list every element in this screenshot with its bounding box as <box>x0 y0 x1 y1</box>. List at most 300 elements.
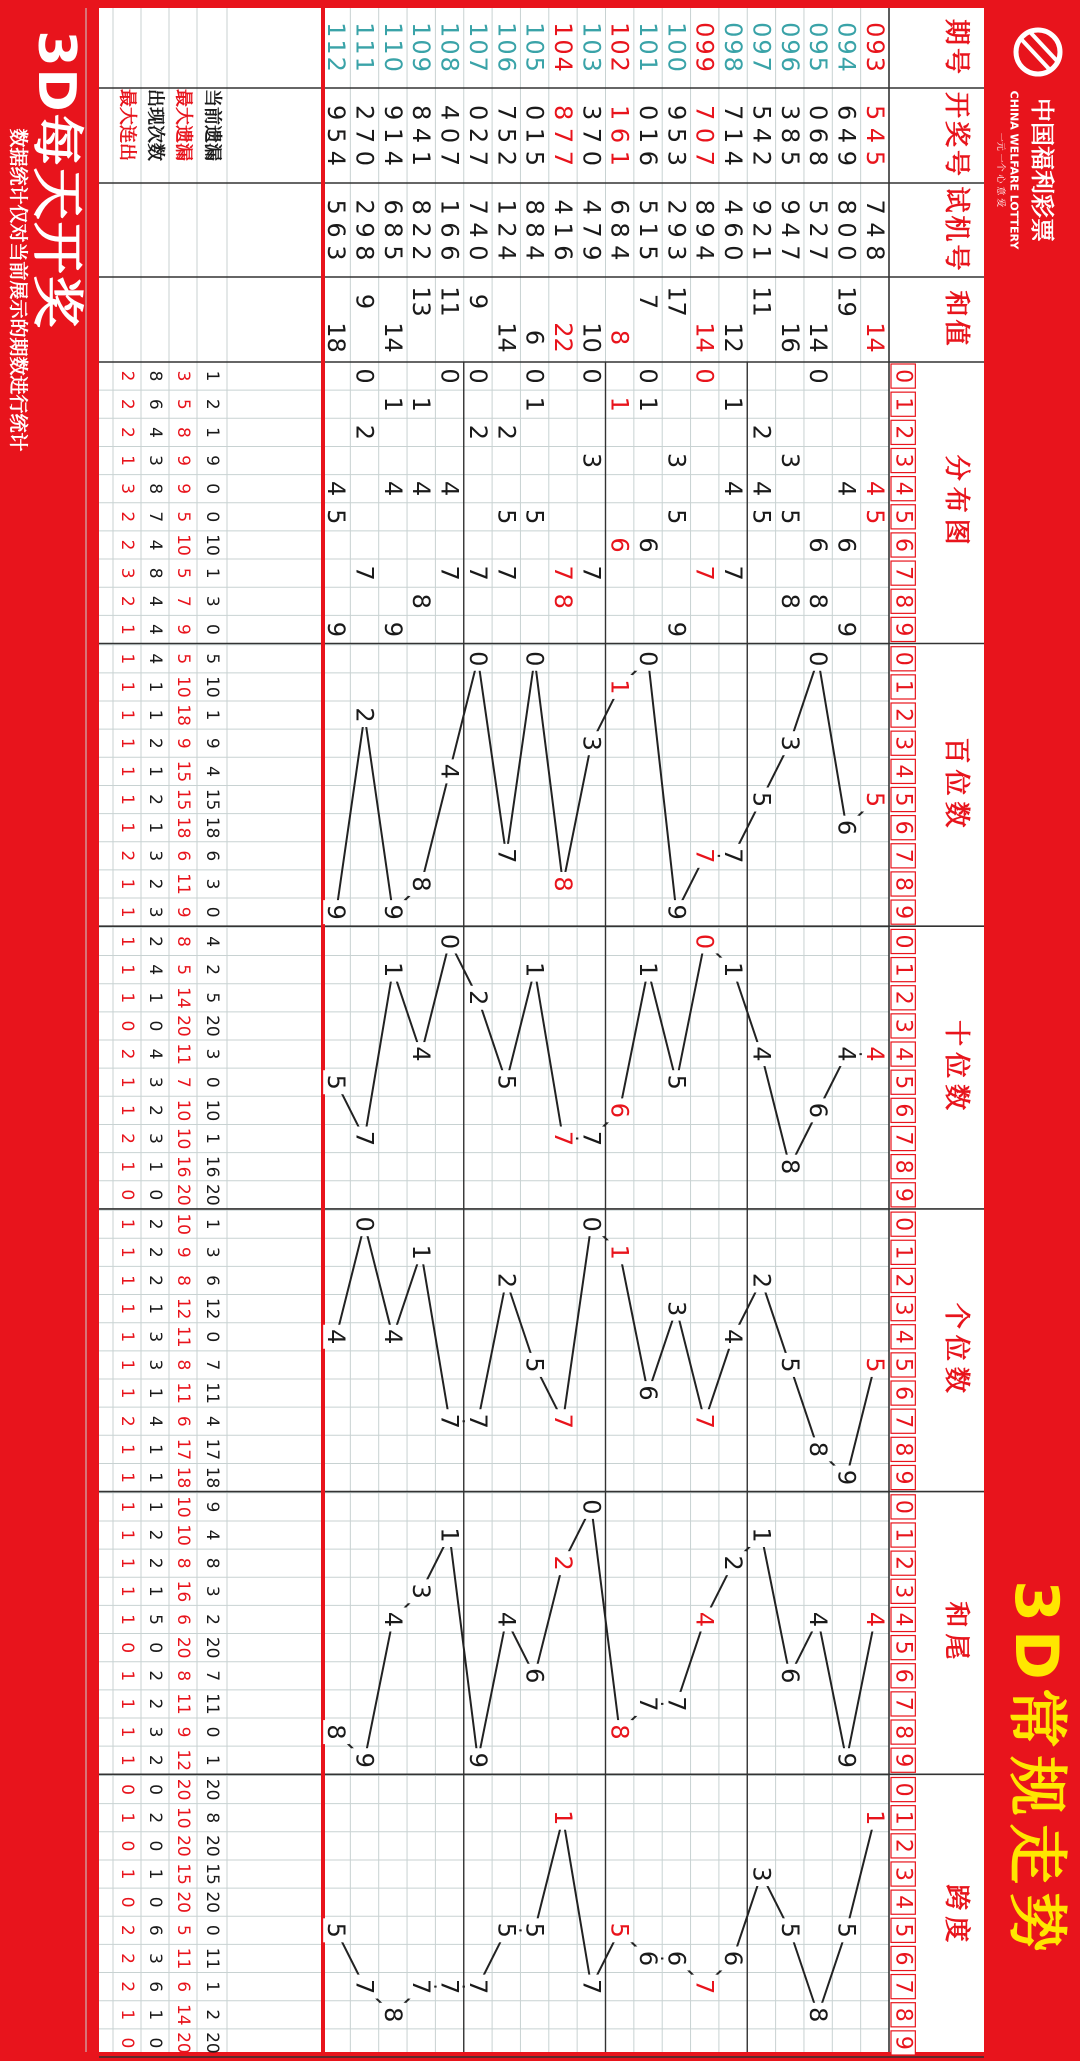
stats-value: 11 <box>202 1947 222 1970</box>
stats-value: 6 <box>202 1275 222 1286</box>
stats-value: 1 <box>117 1557 137 1569</box>
stats-value: 8 <box>202 1812 222 1824</box>
row-trial: 8 8 4 <box>520 199 549 261</box>
dist-mark: 0 <box>634 368 663 384</box>
stats-value: 0 <box>145 1840 165 1852</box>
dist-mark: 9 <box>378 621 407 638</box>
dist-mark: 6 <box>804 537 833 553</box>
row-issue: 104 <box>548 22 577 74</box>
stats-value: 1 <box>202 1218 222 1230</box>
row-sum: 14 <box>860 322 889 353</box>
row-issue: 097 <box>747 22 776 74</box>
digit-header-sum_tail-9: 9 <box>890 1753 916 1768</box>
digit-header-hundreds-4: 4 <box>890 764 916 779</box>
stats-value: 2 <box>202 1614 222 1625</box>
header-dist: 分布图 <box>941 454 971 551</box>
dist-mark: 3 <box>662 452 691 469</box>
dist-mark: 2 <box>350 424 379 441</box>
dist-mark: 3 <box>577 452 606 469</box>
stats-value: 1 <box>117 1529 137 1541</box>
digit-header-dist-8: 8 <box>890 594 916 609</box>
row-issue: 093 <box>860 22 889 74</box>
row-issue: 096 <box>775 22 804 74</box>
row-draw: 7 5 2 <box>492 104 521 167</box>
stats-value: 20 <box>173 1835 193 1857</box>
stats-value: 14 <box>173 2003 193 2026</box>
trend-point-units: 7 <box>463 1413 492 1429</box>
dist-mark: 7 <box>577 565 606 581</box>
stats-value: 2 <box>145 1104 165 1116</box>
dist-mark: 5 <box>662 509 691 525</box>
digit-header-span-1: 1 <box>890 1810 916 1825</box>
trend-point-tens: 5 <box>492 1074 521 1090</box>
row-draw: 0 1 6 <box>634 104 663 167</box>
dist-mark: 8 <box>407 593 436 609</box>
stats-value: 6 <box>145 398 165 410</box>
stats-value: 0 <box>145 1896 165 1908</box>
stats-value: 10 <box>173 1496 193 1518</box>
trend-point-hundreds: 9 <box>322 904 351 920</box>
stats-value: 10 <box>202 1099 222 1122</box>
trend-point-units: 4 <box>322 1329 351 1345</box>
stats-label: 出现次数 <box>144 89 166 161</box>
stats-value: 8 <box>173 1670 193 1682</box>
trend-point-hundreds: 5 <box>860 791 889 808</box>
trend-point-units: 0 <box>577 1216 606 1232</box>
stats-value: 6 <box>173 1981 193 1993</box>
row-sum: 9 <box>463 293 492 310</box>
stats-value: 3 <box>202 595 222 607</box>
stats-value: 1 <box>117 1303 137 1315</box>
stats-value: 2 <box>145 878 165 890</box>
stats-value: 2 <box>145 1557 165 1569</box>
stats-value: 4 <box>145 653 165 665</box>
stats-value: 8 <box>173 1275 193 1286</box>
digit-header-dist-1: 1 <box>890 397 916 412</box>
stats-value: 11 <box>173 1382 193 1404</box>
row-trial: 4 7 9 <box>577 199 606 261</box>
stats-value: 1 <box>117 1076 137 1088</box>
stats-value: 20 <box>202 1835 222 1857</box>
stats-value: 4 <box>202 936 222 947</box>
stats-value: 2 <box>117 426 137 438</box>
stats-label: 当前遗漏 <box>201 89 223 161</box>
trend-point-tens: 0 <box>690 933 719 950</box>
digit-header-units-2: 2 <box>890 1273 916 1288</box>
dist-mark: 4 <box>322 481 351 497</box>
stats-value: 0 <box>202 624 222 635</box>
stats-value: 15 <box>173 760 193 783</box>
row-sum: 7 <box>634 293 663 310</box>
trend-point-sum_tail: 1 <box>747 1527 776 1543</box>
row-draw: 0 1 5 <box>520 104 549 167</box>
stats-value: 1 <box>117 1359 137 1371</box>
digit-header-sum_tail-8: 8 <box>890 1725 916 1740</box>
digit-header-tens-2: 2 <box>890 990 916 1005</box>
stats-value: 3 <box>117 483 137 495</box>
stats-value: 4 <box>145 964 165 976</box>
stats-value: 1 <box>145 992 165 1004</box>
stats-value: 1 <box>145 681 165 693</box>
stats-value: 20 <box>202 1015 222 1037</box>
stats-value: 11 <box>173 873 193 895</box>
trend-point-units: 4 <box>719 1329 748 1345</box>
stats-value: 3 <box>145 906 165 918</box>
digit-header-hundreds-8: 8 <box>890 876 916 891</box>
trend-point-span: 5 <box>775 1922 804 1938</box>
trend-point-sum_tail: 9 <box>350 1752 379 1768</box>
dist-mark: 1 <box>407 396 436 412</box>
row-sum: 12 <box>719 322 748 353</box>
stats-value: 9 <box>202 737 222 749</box>
row-trial: 1 6 6 <box>435 199 464 261</box>
dist-mark: 5 <box>775 509 804 525</box>
row-draw: 4 0 7 <box>435 104 464 167</box>
stats-value: 10 <box>173 1099 193 1122</box>
trend-point-sum_tail: 4 <box>804 1611 833 1628</box>
row-draw: 8 7 7 <box>548 104 577 167</box>
row-draw: 6 4 9 <box>832 104 861 167</box>
stats-value: 5 <box>173 567 193 579</box>
trend-point-span: 7 <box>577 1978 606 1995</box>
row-draw: 0 2 7 <box>463 104 492 167</box>
digit-header-dist-4: 4 <box>890 481 916 496</box>
stats-value: 1 <box>145 1443 165 1455</box>
stats-value: 1 <box>202 1133 222 1144</box>
row-issue: 109 <box>407 22 436 74</box>
trend-point-span: 1 <box>548 1810 577 1826</box>
trend-point-hundreds: 9 <box>378 904 407 920</box>
stats-value: 1 <box>117 1754 137 1766</box>
digit-header-units-9: 9 <box>890 1470 916 1485</box>
row-draw: 9 1 4 <box>378 104 407 167</box>
dist-mark: 5 <box>860 509 889 525</box>
row-trial: 6 8 5 <box>378 199 407 261</box>
stats-value: 3 <box>145 1331 165 1343</box>
row-trial: 7 4 0 <box>463 199 492 261</box>
stats-value: 1 <box>117 624 137 635</box>
stats-value: 0 <box>145 1784 165 1795</box>
dist-mark: 0 <box>350 368 379 384</box>
trend-point-tens: 1 <box>378 961 407 978</box>
stats-value: 3 <box>202 1048 222 1060</box>
stats-value: 9 <box>173 455 193 466</box>
dist-mark: 4 <box>378 481 407 497</box>
brand-logo-icon <box>1016 30 1060 74</box>
trend-point-span: 6 <box>634 1950 663 1967</box>
stats-value: 2 <box>117 595 137 607</box>
stats-value: 2 <box>117 370 137 382</box>
trend-point-tens: 5 <box>322 1074 351 1090</box>
stats-value: 7 <box>173 1076 193 1088</box>
stats-value: 0 <box>202 1331 222 1343</box>
stats-value: 0 <box>117 2037 137 2049</box>
trend-point-sum_tail: 2 <box>548 1555 577 1571</box>
stats-value: 1 <box>145 1585 165 1597</box>
trend-point-sum_tail: 6 <box>775 1668 804 1684</box>
trend-point-hundreds: 4 <box>435 763 464 780</box>
stats-value: 1 <box>145 1472 165 1483</box>
stats-value: 1 <box>117 765 137 777</box>
trend-point-units: 2 <box>492 1272 521 1289</box>
trend-point-sum_tail: 2 <box>719 1555 748 1571</box>
stats-value: 9 <box>173 737 193 749</box>
digit-header-units-8: 8 <box>890 1442 916 1457</box>
stats-value: 18 <box>202 816 222 839</box>
stats-value: 15 <box>202 788 222 811</box>
digit-header-span-9: 9 <box>890 2035 916 2050</box>
row-sum: 6 <box>520 329 549 346</box>
stats-value: 18 <box>202 1466 222 1489</box>
dist-mark: 0 <box>520 368 549 384</box>
stats-value: 12 <box>173 1297 193 1320</box>
stats-value: 2 <box>145 936 165 947</box>
trend-point-units: 4 <box>378 1329 407 1345</box>
row-issue: 107 <box>463 22 492 74</box>
trend-point-units: 5 <box>775 1357 804 1373</box>
stats-value: 6 <box>173 850 193 862</box>
row-issue: 103 <box>577 22 606 74</box>
stats-value: 10 <box>173 534 193 556</box>
trend-point-sum_tail: 9 <box>463 1752 492 1768</box>
stats-value: 1 <box>117 455 137 466</box>
dist-mark: 4 <box>719 481 748 497</box>
stats-value: 2 <box>145 1275 165 1286</box>
stats-value: 1 <box>202 370 222 382</box>
trend-point-span: 5 <box>520 1922 549 1938</box>
row-trial: 1 2 4 <box>492 199 521 261</box>
stats-value: 2 <box>145 794 165 805</box>
dist-mark: 7 <box>548 565 577 581</box>
row-issue: 098 <box>719 22 748 74</box>
row-draw: 5 4 2 <box>747 104 776 167</box>
stats-value: 1 <box>202 426 222 438</box>
row-issue: 099 <box>690 22 719 74</box>
stats-value: 20 <box>173 2032 193 2054</box>
digit-header-units-5: 5 <box>890 1357 916 1372</box>
digit-header-sum_tail-3: 3 <box>890 1584 916 1599</box>
digit-header-tens-0: 0 <box>890 934 916 949</box>
row-draw: 9 5 4 <box>322 104 351 167</box>
stats-value: 20 <box>202 1184 222 1206</box>
stats-value: 2 <box>145 1218 165 1230</box>
dist-mark: 0 <box>463 368 492 384</box>
row-sum: 22 <box>548 322 577 353</box>
stats-value: 2 <box>117 1133 137 1144</box>
stats-value: 2 <box>145 1529 165 1541</box>
row-trial: 9 4 7 <box>775 199 804 261</box>
trend-point-hundreds: 5 <box>747 791 776 808</box>
row-trial: 7 4 8 <box>860 199 889 261</box>
stats-value: 12 <box>202 1297 222 1320</box>
trend-point-sum_tail: 8 <box>605 1724 634 1740</box>
stats-value: 3 <box>145 850 165 862</box>
stats-value: 17 <box>202 1438 222 1461</box>
dist-mark: 2 <box>747 424 776 441</box>
stats-value: 2 <box>117 1048 137 1060</box>
dist-mark: 7 <box>435 565 464 581</box>
stats-value: 1 <box>145 822 165 834</box>
stats-value: 0 <box>145 1642 165 1654</box>
stats-value: 10 <box>173 676 193 698</box>
trend-point-sum_tail: 3 <box>407 1583 436 1599</box>
stats-value: 11 <box>173 1325 193 1348</box>
stats-value: 6 <box>173 1614 193 1625</box>
trend-point-tens: 1 <box>719 961 748 978</box>
stats-value: 2 <box>117 398 137 410</box>
row-sum: 8 <box>605 329 634 346</box>
stats-value: 3 <box>117 567 137 579</box>
dist-mark: 6 <box>634 537 663 553</box>
dist-mark: 2 <box>492 424 521 441</box>
digit-header-hundreds-1: 1 <box>890 679 916 694</box>
row-trial: 8 9 4 <box>690 199 719 261</box>
trend-point-tens: 4 <box>860 1046 889 1062</box>
stats-value: 5 <box>202 992 222 1004</box>
trend-point-sum_tail: 9 <box>832 1752 861 1768</box>
stats-value: 2 <box>145 737 165 749</box>
digit-header-tens-4: 4 <box>890 1047 916 1062</box>
stats-value: 2 <box>117 850 137 862</box>
row-issue: 095 <box>804 22 833 74</box>
footer-title: 3D每天开奖 <box>26 30 86 330</box>
stats-value: 1 <box>117 1670 137 1682</box>
row-sum: 11 <box>435 286 464 317</box>
stats-value: 11 <box>173 1043 193 1065</box>
dist-mark: 1 <box>634 396 663 412</box>
stats-value: 1 <box>117 653 137 665</box>
stats-value: 8 <box>173 1557 193 1569</box>
row-sum: 10 <box>577 322 606 353</box>
digit-header-units-7: 7 <box>890 1414 916 1429</box>
stats-value: 2 <box>145 1812 165 1824</box>
brand-slogan: 一元 一个 心 意 爱 <box>995 132 1005 208</box>
stats-value: 4 <box>202 1415 222 1427</box>
stats-value: 7 <box>202 1359 222 1371</box>
trend-point-span: 5 <box>832 1922 861 1938</box>
stats-value: 10 <box>173 1524 193 1546</box>
stats-value: 9 <box>202 455 222 466</box>
trend-point-units: 3 <box>662 1300 691 1317</box>
digit-header-hundreds-3: 3 <box>890 736 916 751</box>
stats-value: 3 <box>145 455 165 466</box>
trend-point-sum_tail: 4 <box>378 1611 407 1628</box>
stats-value: 20 <box>202 1891 222 1913</box>
stats-value: 5 <box>145 1614 165 1625</box>
row-issue: 108 <box>435 22 464 74</box>
trend-point-tens: 4 <box>747 1046 776 1062</box>
stats-value: 1 <box>117 1161 137 1173</box>
header-trial: 试机号 <box>941 186 971 274</box>
digit-header-tens-1: 1 <box>890 962 916 977</box>
trend-point-units: 9 <box>832 1469 861 1486</box>
dist-mark: 0 <box>690 368 719 384</box>
digit-header-sum_tail-4: 4 <box>890 1612 916 1627</box>
dist-mark: 1 <box>719 396 748 412</box>
dist-mark: 7 <box>690 565 719 581</box>
stats-value: 1 <box>117 1218 137 1230</box>
stats-value: 18 <box>173 1466 193 1489</box>
stats-value: 0 <box>145 2037 165 2049</box>
trend-point-hundreds: 6 <box>832 820 861 836</box>
trend-point-units: 7 <box>548 1413 577 1429</box>
trend-point-tens: 2 <box>463 990 492 1006</box>
stats-value: 1 <box>117 936 137 947</box>
trend-point-tens: 7 <box>548 1130 577 1147</box>
stats-value: 1 <box>145 2009 165 2021</box>
digit-header-units-1: 1 <box>890 1245 916 1260</box>
digit-header-hundreds-5: 5 <box>890 792 916 807</box>
trend-point-sum_tail: 7 <box>634 1696 663 1712</box>
footer-note: 数据统计仅对当前展示的期数进行统计 <box>7 128 29 452</box>
stats-value: 2 <box>117 1953 137 1964</box>
trend-point-hundreds: 0 <box>634 651 663 667</box>
dist-mark: 4 <box>832 481 861 497</box>
stats-value: 20 <box>173 1184 193 1206</box>
stats-value: 4 <box>202 765 222 777</box>
trend-point-hundreds: 1 <box>605 679 634 695</box>
row-issue: 112 <box>322 22 351 74</box>
trend-point-units: 5 <box>520 1357 549 1373</box>
dist-mark: 7 <box>350 565 379 581</box>
digit-header-dist-6: 6 <box>890 537 916 552</box>
dist-mark: 9 <box>322 621 351 638</box>
stats-value: 4 <box>145 426 165 438</box>
digit-header-sum_tail-2: 2 <box>890 1556 916 1571</box>
dist-mark: 7 <box>463 565 492 581</box>
stats-value: 9 <box>173 483 193 495</box>
stats-value: 4 <box>145 1048 165 1060</box>
stats-value: 2 <box>145 1698 165 1710</box>
stats-value: 3 <box>202 878 222 890</box>
digit-header-span-4: 4 <box>890 1895 916 1910</box>
stats-value: 3 <box>202 1585 222 1597</box>
trend-point-sum_tail: 0 <box>577 1499 606 1515</box>
stats-value: 3 <box>173 370 193 382</box>
header-sum: 和值 <box>941 290 971 349</box>
stats-value: 1 <box>117 1472 137 1483</box>
trend-point-sum_tail: 7 <box>662 1696 691 1712</box>
row-issue: 105 <box>520 22 549 74</box>
trend-point-sum_tail: 6 <box>520 1668 549 1684</box>
row-sum: 14 <box>378 322 407 353</box>
stats-value: 0 <box>145 1189 165 1201</box>
row-issue: 111 <box>350 22 379 74</box>
stats-value: 20 <box>173 1015 193 1037</box>
trend-point-sum_tail: 8 <box>322 1724 351 1740</box>
header-units: 个位数 <box>941 1302 971 1399</box>
brand-name-en: CHINA WELFARE LOTTERY <box>1007 90 1021 250</box>
digit-header-tens-8: 8 <box>890 1159 916 1174</box>
stats-value: 1 <box>117 1868 137 1880</box>
stats-value: 0 <box>117 1896 137 1908</box>
stats-value: 1 <box>145 1387 165 1399</box>
row-sum: 14 <box>492 322 521 353</box>
header-span: 跨度 <box>941 1884 971 1949</box>
trend-point-units: 1 <box>605 1244 634 1260</box>
trend-point-tens: 5 <box>662 1074 691 1090</box>
digit-header-dist-3: 3 <box>890 453 916 468</box>
stats-value: 0 <box>117 1784 137 1795</box>
row-trial: 2 9 3 <box>662 199 691 261</box>
stats-value: 2 <box>117 1924 137 1936</box>
digit-header-hundreds-7: 7 <box>890 848 916 863</box>
digit-header-units-4: 4 <box>890 1329 916 1344</box>
trend-point-tens: 7 <box>350 1130 379 1147</box>
stats-value: 1 <box>117 1501 137 1513</box>
stats-value: 5 <box>173 653 193 665</box>
stats-value: 2 <box>202 964 222 976</box>
